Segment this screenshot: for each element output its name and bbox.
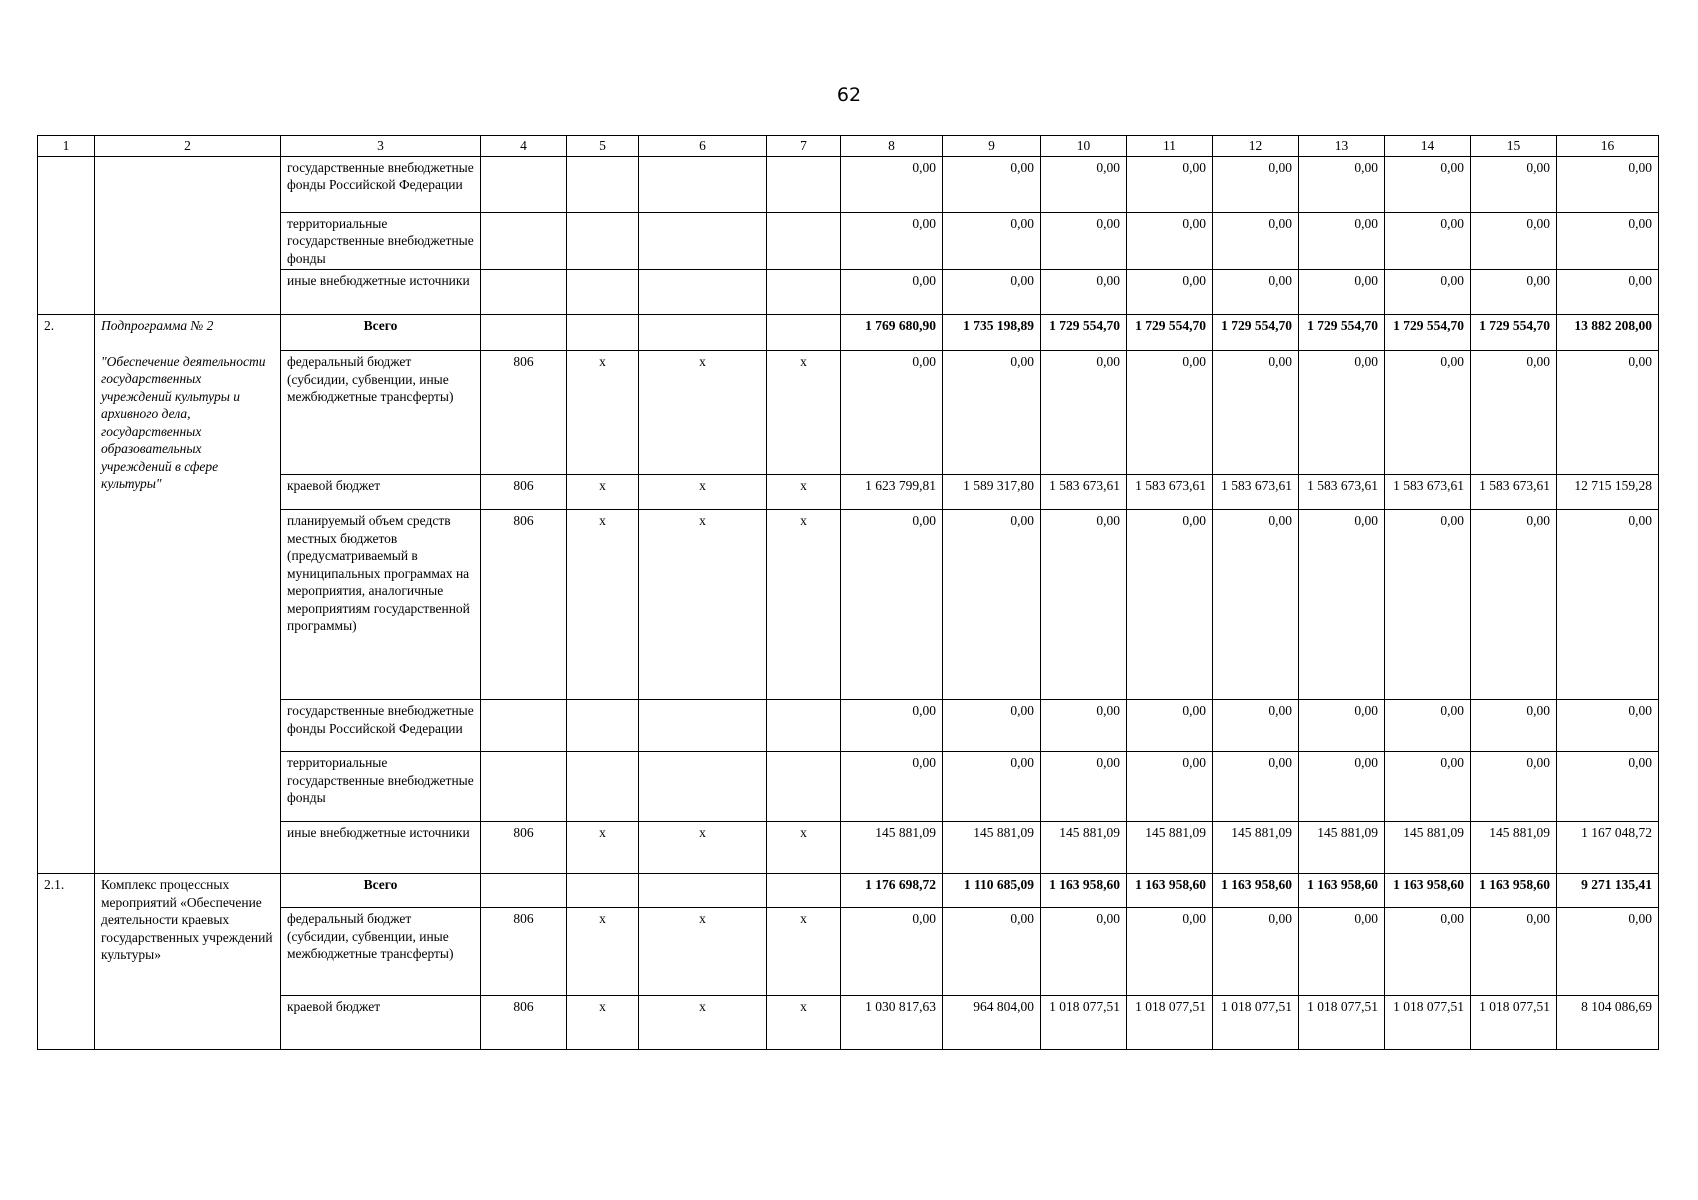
amount-cell: 1 163 958,60 [1471,874,1557,908]
amount-cell: 1 729 554,70 [1127,315,1213,351]
amount-cell: 1 729 554,70 [1471,315,1557,351]
complex-name: Комплекс процессных мероприятий «Обеспечение деятельности краевых государственных учреждений культуры» [95,874,281,1050]
code-cell [767,315,841,351]
header-row [38,136,1659,157]
amount-cell: 0,00 [1213,908,1299,996]
funding-source-cell: территориальные государственные внебюджетные фонды [281,212,481,270]
amount-cell: 0,00 [1127,351,1213,475]
amount-cell: 1 163 958,60 [1041,874,1127,908]
subprogram-title: Подпрограмма № 2 [101,318,214,333]
page-number: 62 [836,84,862,106]
amount-cell: 1 769 680,90 [841,315,943,351]
funding-source-cell: краевой бюджет [281,996,481,1050]
code-cell [567,212,639,270]
funding-source-cell: Всего [281,874,481,908]
amount-cell: 145 881,09 [943,822,1041,874]
column-header: 13 [1299,136,1385,157]
funding-source-cell: Всего [281,315,481,351]
amount-cell: 1 623 799,81 [841,475,943,510]
amount-cell: 9 271 135,41 [1557,874,1659,908]
funding-source-cell: федеральный бюджет (субсидии, субвенции, иные межбюджетные трансферты) [281,351,481,475]
amount-cell: 0,00 [841,351,943,475]
table-row [38,475,1659,510]
code-cell [567,270,639,315]
amount-cell: 1 176 698,72 [841,874,943,908]
code-cell [567,752,639,822]
funding-source-cell: государственные внебюджетные фонды Российской Федерации [281,156,481,212]
amount-cell: 0,00 [1127,156,1213,212]
amount-cell: 0,00 [841,212,943,270]
amount-cell: 0,00 [1041,212,1127,270]
table-row [38,315,1659,351]
amount-cell: 0,00 [1299,700,1385,752]
amount-cell: 0,00 [1127,700,1213,752]
amount-cell: 1 583 673,61 [1127,475,1213,510]
funding-source-cell: государственные внебюджетные фонды Российской Федерации [281,700,481,752]
amount-cell: 1 018 077,51 [1385,996,1471,1050]
amount-cell: 1 018 077,51 [1127,996,1213,1050]
amount-cell: 0,00 [841,156,943,212]
amount-cell: 1 729 554,70 [1041,315,1127,351]
code-cell [767,874,841,908]
amount-cell: 0,00 [943,510,1041,700]
column-header: 14 [1385,136,1471,157]
amount-cell: 0,00 [1471,700,1557,752]
amount-cell: 1 583 673,61 [1213,475,1299,510]
amount-cell: 0,00 [1471,156,1557,212]
amount-cell: 1 729 554,70 [1385,315,1471,351]
amount-cell: 0,00 [1127,908,1213,996]
amount-cell: 0,00 [1471,752,1557,822]
amount-cell: 0,00 [1471,270,1557,315]
amount-cell: 0,00 [1127,510,1213,700]
amount-cell: 1 018 077,51 [1471,996,1557,1050]
funding-source-cell: федеральный бюджет (субсидии, субвенции, иные межбюджетные трансферты) [281,908,481,996]
column-header: 4 [481,136,567,157]
code-cell: х [567,475,639,510]
amount-cell: 0,00 [841,700,943,752]
code-cell: х [567,908,639,996]
amount-cell: 0,00 [841,270,943,315]
amount-cell: 0,00 [1385,752,1471,822]
amount-cell: 0,00 [1213,270,1299,315]
amount-cell: 0,00 [1299,156,1385,212]
funding-source-cell: территориальные государственные внебюджетные фонды [281,752,481,822]
code-cell: х [767,822,841,874]
code-cell [481,874,567,908]
amount-cell: 1 729 554,70 [1299,315,1385,351]
code-cell: х [639,351,767,475]
funding-source-cell: иные внебюджетные источники [281,270,481,315]
code-cell [481,752,567,822]
table-row [38,510,1659,700]
amount-cell: 145 881,09 [841,822,943,874]
code-cell [481,212,567,270]
code-cell: 806 [481,475,567,510]
amount-cell: 0,00 [1127,752,1213,822]
amount-cell: 0,00 [1385,212,1471,270]
code-cell: 806 [481,996,567,1050]
amount-cell: 0,00 [1385,156,1471,212]
amount-cell: 0,00 [1299,270,1385,315]
code-cell [567,156,639,212]
amount-cell: 145 881,09 [1471,822,1557,874]
amount-cell: 0,00 [1127,212,1213,270]
column-header: 7 [767,136,841,157]
amount-cell: 0,00 [1299,212,1385,270]
amount-cell: 964 804,00 [943,996,1041,1050]
column-header: 11 [1127,136,1213,157]
table-row [38,270,1659,315]
code-cell [567,874,639,908]
column-header: 8 [841,136,943,157]
amount-cell: 0,00 [1299,510,1385,700]
column-header: 3 [281,136,481,157]
code-cell: х [767,996,841,1050]
table-row [38,156,1659,212]
amount-cell: 13 882 208,00 [1557,315,1659,351]
amount-cell: 0,00 [1299,351,1385,475]
amount-cell: 0,00 [1213,510,1299,700]
code-cell [481,156,567,212]
code-cell: х [767,510,841,700]
amount-cell: 0,00 [1127,270,1213,315]
amount-cell: 0,00 [1299,752,1385,822]
code-cell [767,752,841,822]
column-header: 6 [639,136,767,157]
amount-cell: 0,00 [1213,351,1299,475]
amount-cell: 0,00 [1557,351,1659,475]
code-cell: х [767,351,841,475]
amount-cell: 0,00 [1557,700,1659,752]
code-cell: х [639,475,767,510]
amount-cell: 0,00 [1557,212,1659,270]
column-header: 15 [1471,136,1557,157]
code-cell: х [567,996,639,1050]
amount-cell: 1 018 077,51 [1299,996,1385,1050]
code-cell [767,270,841,315]
program-name-cell [95,156,281,315]
table-row [38,752,1659,822]
subprogram-number: 2. [38,315,95,874]
amount-cell: 0,00 [1557,752,1659,822]
amount-cell: 1 163 958,60 [1385,874,1471,908]
amount-cell: 0,00 [1041,510,1127,700]
amount-cell: 145 881,09 [1385,822,1471,874]
amount-cell: 1 163 958,60 [1299,874,1385,908]
amount-cell: 0,00 [943,700,1041,752]
code-cell [481,315,567,351]
row-number-cell [38,156,95,315]
amount-cell: 1 729 554,70 [1213,315,1299,351]
code-cell [639,212,767,270]
amount-cell: 0,00 [841,908,943,996]
code-cell: х [639,510,767,700]
amount-cell: 0,00 [1299,908,1385,996]
column-header: 2 [95,136,281,157]
amount-cell: 0,00 [1385,270,1471,315]
code-cell [767,212,841,270]
amount-cell: 1 583 673,61 [1385,475,1471,510]
amount-cell: 1 583 673,61 [1299,475,1385,510]
amount-cell: 0,00 [1557,270,1659,315]
amount-cell: 1 583 673,61 [1471,475,1557,510]
table-row [38,351,1659,475]
column-header: 1 [38,136,95,157]
code-cell [639,752,767,822]
code-cell: х [639,908,767,996]
code-cell: 806 [481,908,567,996]
column-header: 9 [943,136,1041,157]
amount-cell: 1 163 958,60 [1213,874,1299,908]
amount-cell: 0,00 [1213,212,1299,270]
amount-cell: 0,00 [943,752,1041,822]
amount-cell: 1 589 317,80 [943,475,1041,510]
table-row [38,822,1659,874]
code-cell [567,315,639,351]
amount-cell: 0,00 [1213,752,1299,822]
amount-cell: 8 104 086,69 [1557,996,1659,1050]
amount-cell: 0,00 [1213,700,1299,752]
amount-cell: 0,00 [1385,351,1471,475]
table-row [38,700,1659,752]
table-row [38,996,1659,1050]
amount-cell: 0,00 [1041,908,1127,996]
amount-cell: 1 110 685,09 [943,874,1041,908]
amount-cell: 0,00 [943,908,1041,996]
amount-cell: 0,00 [1385,908,1471,996]
code-cell: х [767,908,841,996]
code-cell [567,700,639,752]
amount-cell: 145 881,09 [1041,822,1127,874]
amount-cell: 1 018 077,51 [1041,996,1127,1050]
amount-cell: 0,00 [1471,351,1557,475]
amount-cell: 0,00 [1041,752,1127,822]
code-cell [639,270,767,315]
funding-source-cell: планируемый объем средств местных бюджетов (предусматриваемый в муниципальных программах на мероприятия, аналогичные мероприятиям государственной программы) [281,510,481,700]
column-header: 5 [567,136,639,157]
complex-number: 2.1. [38,874,95,1050]
amount-cell: 1 167 048,72 [1557,822,1659,874]
amount-cell: 145 881,09 [1299,822,1385,874]
code-cell: х [567,351,639,475]
column-header: 10 [1041,136,1127,157]
amount-cell: 0,00 [943,156,1041,212]
amount-cell: 0,00 [1213,156,1299,212]
column-header: 16 [1557,136,1659,157]
amount-cell: 1 018 077,51 [1213,996,1299,1050]
funding-source-cell: краевой бюджет [281,475,481,510]
subprogram-name: "Обеспечение деятельности государственных учреждений культуры и архивного дела, государственных образовательных учреждений в сфере культуры" [101,353,266,491]
table-row [38,908,1659,996]
code-cell: 806 [481,510,567,700]
amount-cell: 0,00 [1041,700,1127,752]
funding-source-cell: иные внебюджетные источники [281,822,481,874]
subprogram-cell [95,315,281,874]
code-cell [481,270,567,315]
amount-cell: 0,00 [1385,700,1471,752]
code-cell [639,156,767,212]
amount-cell: 1 583 673,61 [1041,475,1127,510]
amount-cell: 0,00 [943,351,1041,475]
amount-cell: 1 030 817,63 [841,996,943,1050]
code-cell: 806 [481,822,567,874]
code-cell [481,700,567,752]
amount-cell: 0,00 [841,510,943,700]
table-row [38,212,1659,270]
amount-cell: 0,00 [1471,510,1557,700]
code-cell: х [639,822,767,874]
amount-cell: 145 881,09 [1127,822,1213,874]
amount-cell: 1 735 198,89 [943,315,1041,351]
code-cell [767,700,841,752]
amount-cell: 0,00 [1557,156,1659,212]
amount-cell: 1 163 958,60 [1127,874,1213,908]
code-cell: х [639,996,767,1050]
code-cell [639,874,767,908]
amount-cell: 0,00 [1471,908,1557,996]
code-cell: 806 [481,351,567,475]
amount-cell: 0,00 [1557,510,1659,700]
column-header: 12 [1213,136,1299,157]
code-cell [767,156,841,212]
spacer [101,335,274,353]
amount-cell: 0,00 [1041,351,1127,475]
amount-cell: 145 881,09 [1213,822,1299,874]
code-cell: х [567,510,639,700]
amount-cell: 0,00 [1471,212,1557,270]
code-cell [639,315,767,351]
code-cell [639,700,767,752]
budget-table [37,135,1659,1050]
code-cell: х [567,822,639,874]
table-row [38,874,1659,908]
amount-cell: 0,00 [1557,908,1659,996]
amount-cell: 0,00 [943,270,1041,315]
amount-cell: 0,00 [1041,156,1127,212]
amount-cell: 0,00 [1041,270,1127,315]
amount-cell: 0,00 [841,752,943,822]
amount-cell: 0,00 [1385,510,1471,700]
amount-cell: 12 715 159,28 [1557,475,1659,510]
amount-cell: 0,00 [943,212,1041,270]
code-cell: х [767,475,841,510]
